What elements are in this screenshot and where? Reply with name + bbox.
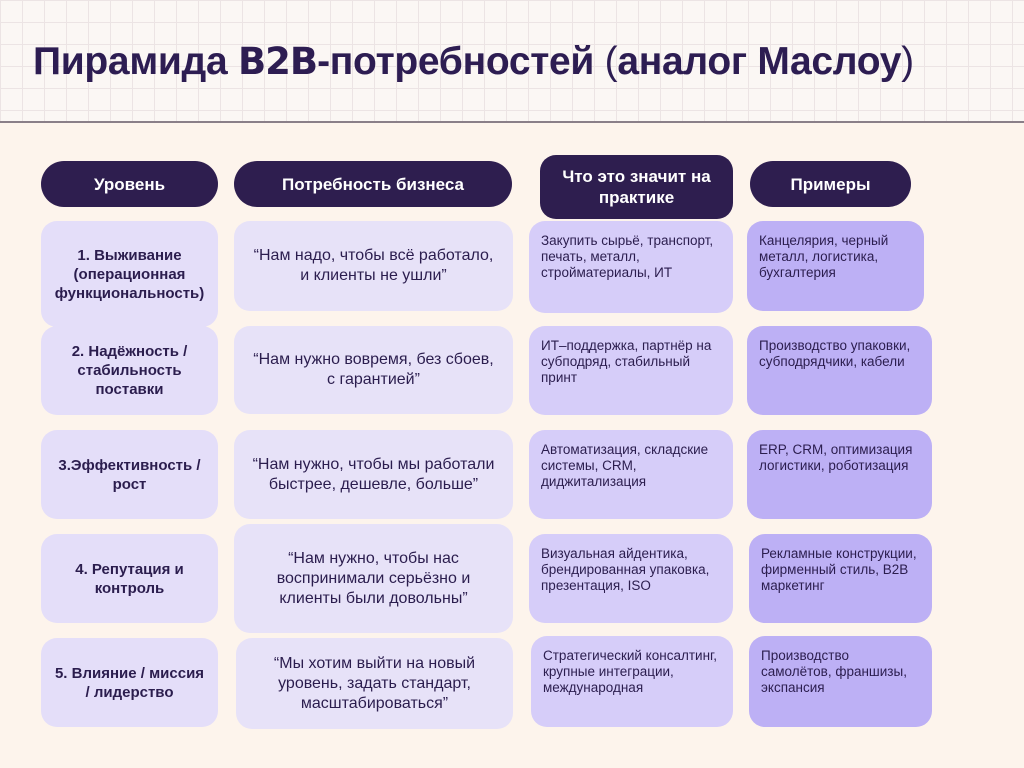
example-card: Канцелярия, черный металл, логистика, бухгалтерия: [747, 221, 924, 311]
header-need: Потребность бизнеса: [234, 161, 512, 207]
page-title: [33, 40, 914, 84]
title-banner: [0, 0, 1024, 123]
level-card: 3.Эффективность / рост: [41, 430, 218, 519]
title-part1: Пирамида: [33, 40, 238, 83]
example-card: ERP, CRM, оптимизация логистики, роботизация: [747, 430, 932, 519]
meaning-card: Автоматизация, складские системы, CRM, диджитализация: [529, 430, 733, 519]
title-paren-close: ): [901, 40, 914, 83]
meaning-card: Закупить сырьё, транспорт, печать, металл, стройматериалы, ИТ: [529, 221, 733, 313]
need-card: “Нам надо, чтобы всё работало, и клиенты не ушли”: [234, 221, 513, 311]
header-level: Уровень: [41, 161, 218, 207]
meaning-card: Стратегический консалтинг, крупные интеграции, международная: [531, 636, 733, 727]
level-card: 1. Выживание (операционная функциональность): [41, 221, 218, 327]
level-card: 4. Репутация и контроль: [41, 534, 218, 623]
header-examples: Примеры: [750, 161, 911, 207]
title-b2b: B2B: [237, 40, 318, 83]
title-part3: аналог Маслоу: [617, 40, 902, 83]
example-card: Производство упаковки, субподрядчики, кабели: [747, 326, 932, 415]
level-card: 5. Влияние / миссия / лидерство: [41, 638, 218, 727]
title-paren-open: (: [604, 40, 618, 83]
need-card: “Нам нужно, чтобы нас воспринимали серьёзно и клиенты были довольны”: [234, 524, 513, 633]
header-meaning: Что это значит на практике: [540, 155, 733, 219]
example-card: Производство самолётов, франшизы, экспансия: [749, 636, 932, 727]
level-card: 2. Надёжность / стабильность поставки: [41, 326, 218, 415]
need-card: “Мы хотим выйти на новый уровень, задать стандарт, масштабироваться”: [236, 638, 513, 729]
example-card: Рекламные конструкции, фирменный стиль, B2B маркетинг: [749, 534, 932, 623]
meaning-card: ИТ–поддержка, партнёр на субподряд, стабильный принт: [529, 326, 733, 415]
title-part2: -потребностей: [317, 40, 605, 83]
need-card: “Нам нужно, чтобы мы работали быстрее, дешевле, больше”: [234, 430, 513, 519]
meaning-card: Визуальная айдентика, брендированная упаковка, презентация, ISO: [529, 534, 733, 623]
need-card: “Нам нужно вовремя, без сбоев, с гарантией”: [234, 326, 513, 414]
